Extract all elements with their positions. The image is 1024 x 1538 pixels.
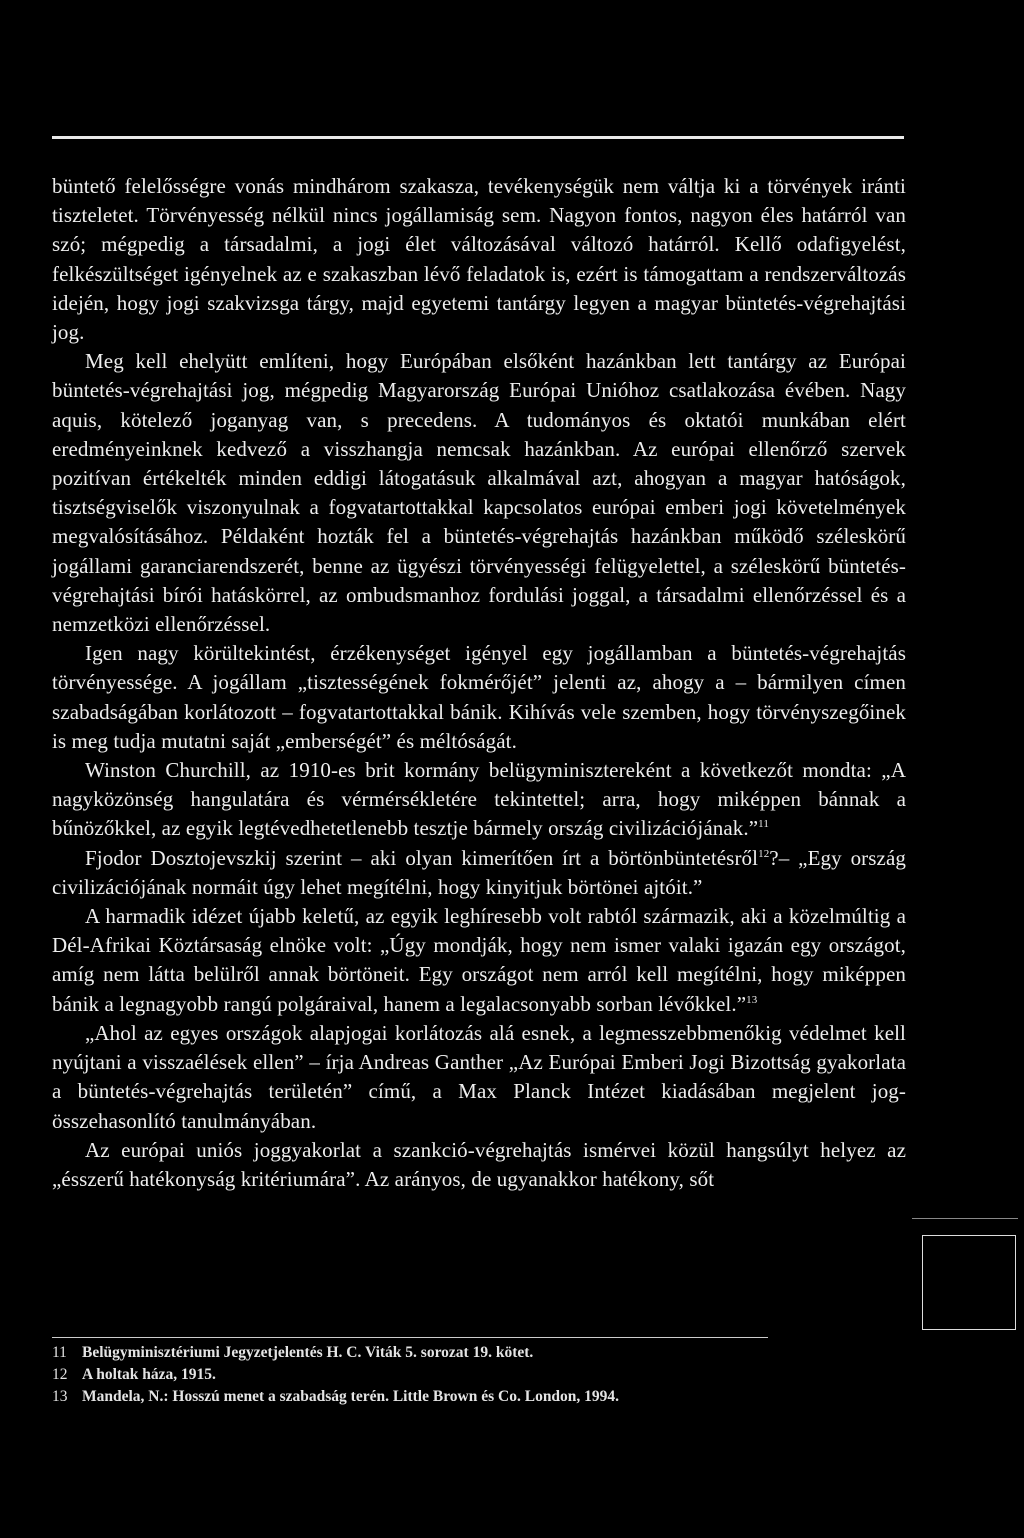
footnote-text: A holtak háza, 1915. xyxy=(82,1366,216,1383)
paragraph-4-text: Winston Churchill, az 1910-es brit kormány belügyminisztereként a következőt mondta: „A nagyközönség hangulatára és vérmérsékletére tekintettel; arra, hogy miképpen bánnak a bűnözőkkel, az egyik legtévedhetetlenebb tesztje bármely ország civilizációjának.” xyxy=(52,758,906,841)
paragraph-5-text-b: ?– „Egy ország civilizációjának normáit úgy lehet megítélni, hogy kinyitjuk börtönei ajtóit.” xyxy=(52,845,906,899)
paragraph-7: „Ahol az egyes országok alapjogai korlátozás alá esnek, a legmesszebbmenőkig védelmet kell nyújtani a visszaélések ellen” – írja Andreas Ganther „Az Európai Emberi Jogi Bizottság gyakorlata a büntetés-végrehajtás területén” című, a Max Planck Intézet kiadásában megjelent jog-összehasonlító tanulmányában. xyxy=(52,1020,906,1133)
footnote-ref-13: 13 xyxy=(746,993,758,1006)
body-text xyxy=(52,172,906,1194)
footnote-text: Belügyminisztériumi Jegyzetjelentés H. C. Viták 5. sorozat 19. kötet. xyxy=(82,1344,534,1361)
paragraph-3: Igen nagy körültekintést, érzékenységet igényel egy jogállamban a büntetés-végrehajtás törvényessége. A jogállam „tisztességének fokmérőjét” jelenti az, ahogy a – bármilyen címen szabadságában korlátozott – fogvatartottakkal bánik. Kihívás vele szemben, hogy törvényszegőinek is meg tudja mutatni saját „emberségét” és méltóságát. xyxy=(52,641,906,753)
footnote-ref-12: 12 xyxy=(758,847,770,860)
footnote-number: 11 xyxy=(52,1344,67,1361)
footnotes xyxy=(52,1342,952,1408)
header-rule xyxy=(52,136,904,139)
footnote-13 xyxy=(52,1386,952,1408)
paragraph-8: Az európai uniós joggyakorlat a szankció-végrehajtás ismérvei közül hangsúlyt helyez az „ésszerű hatékonyság kritériumára”. Az arányos, de ugyanakkor hatékony, sőt xyxy=(52,1137,906,1191)
paragraph-6-text: A harmadik idézet újabb keletű, az egyik leghíresebb volt rabtól származik, aki a közelmúltig a Dél-Afrikai Köztársaság elnöke volt: „Úgy mondják, hogy nem ismer valaki igazán egy országot, amíg nem látta belülről annak börtöneit. Egy országot nem arról kell megítélni, hogy miképpen bánik a legnagyobb rangú polgáraival, hanem a legalacsonyabb sorban lévőkkel.” xyxy=(52,904,906,1016)
footnote-rule xyxy=(52,1337,768,1338)
paragraph-5 xyxy=(52,844,906,902)
footnote-number: 13 xyxy=(52,1388,68,1405)
margin-box xyxy=(922,1235,1016,1330)
footnote-ref-11: 11 xyxy=(758,818,769,831)
paragraph-6 xyxy=(52,902,906,1019)
paragraph-2: Meg kell ehelyütt említeni, hogy Európában elsőként hazánkban lett tantárgy az Európai büntetés-végrehajtási jog, mégpedig Magyarország Európai Unióhoz csatlakozása évében. Nagy aquis, kötelező joganyag van, s precedens. A tudományos és oktatói munkában elért eredményeinknek kedvező a visszhangja nemcsak hazánkban. Az európai ellenőrző szervek pozitívan értékelték minden eddigi látogatásuk alkalmával azt, ahogyan a magyar hatóságok, tisztségviselők viszonyulnak a fogvatartottakkal kapcsolatos európai emberi jogi követelmények megvalósításához. Példaként hozták fel a büntetés-végrehajtás hazánkban működő széleskörű jogállami garanciarendszerét, benne az ügyészi törvényességi felügyelettel, a széleskörű büntetés-végrehajtási bírói hatáskörrel, az ombudsmanhoz fordulási joggal, a társadalmi ellenőrzéssel és a nemzetközi ellenőrzéssel. xyxy=(52,349,906,637)
paragraph-5-text-a: Fjodor Dosztojevszkij szerint – aki olyan kimerítően írt a börtönbüntetésről xyxy=(85,845,759,870)
paragraph-4 xyxy=(52,756,906,844)
footnote-12 xyxy=(52,1364,952,1386)
footnote-11 xyxy=(52,1342,952,1364)
margin-rule xyxy=(912,1218,1018,1219)
footnote-number: 12 xyxy=(52,1366,68,1383)
paragraph-1: büntető felelősségre vonás mindhárom szakasza, tevékenységük nem váltja ki a törvények iránti tiszteletet. Törvényesség nélkül nincs jogállamiság sem. Nagyon fontos, nagyon éles határról van szó; mégpedig a társadalmi, a jogi élet változásával változó határról. Kellő odafigyelést, felkészültséget igényelnek az e szakaszban lévő feladatok is, ezért is támogattam a rendszerváltozás idején, hogy jogi szakvizsga tárgy, majd egyetemi tantárgy legyen a magyar büntetés-végrehajtási jog. xyxy=(52,174,906,345)
footnote-text: Mandela, N.: Hosszú menet a szabadság terén. Little Brown és Co. London, 1994. xyxy=(82,1388,620,1405)
